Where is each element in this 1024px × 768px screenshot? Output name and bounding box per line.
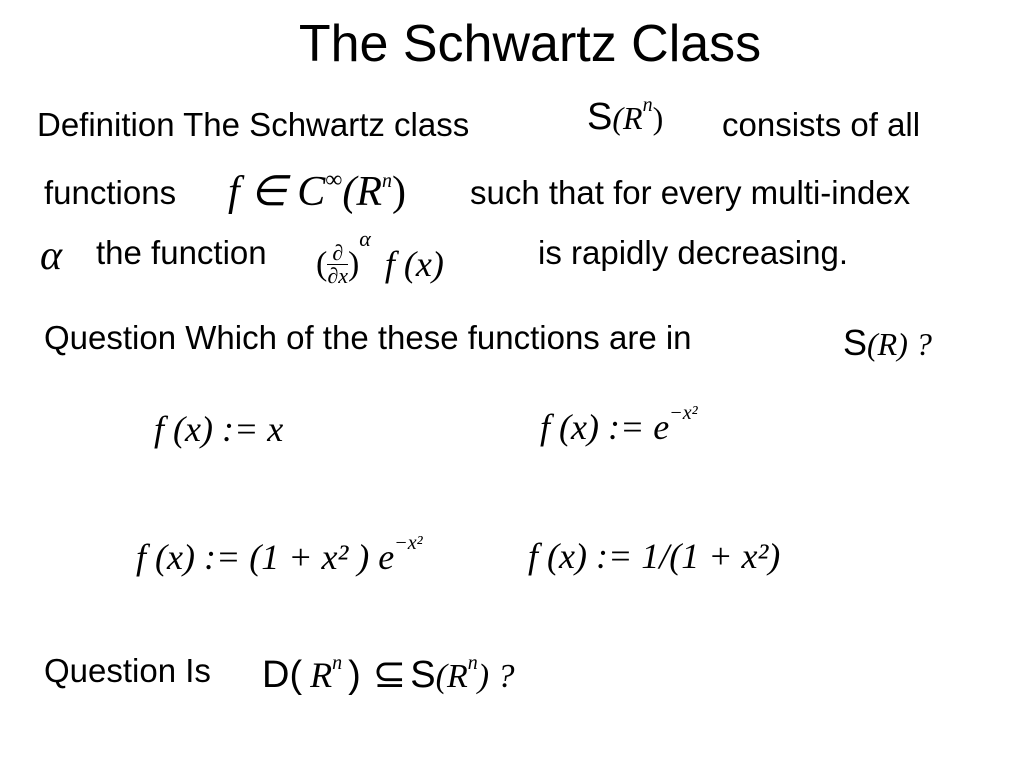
subset-symbol: ⊆ [372,651,407,696]
space-close: ) [392,169,407,215]
r1-close: ) [348,654,361,696]
alpha-symbol: α [40,233,63,279]
function-1: f (x) := x [154,409,284,449]
s-letter: S [587,96,613,138]
f3-sup: −x² [394,532,423,554]
class-arg-sup: n [642,94,653,116]
class-arg: (R [612,100,643,136]
deriv-den: ∂x [327,262,348,288]
r1: R [310,655,333,695]
question1-symbol [843,322,932,364]
f2-base: f (x) := e [540,407,670,447]
such-that-text: such that for every multi-index [470,174,911,211]
r2: (R [435,658,468,695]
deriv-close: ) [347,245,360,283]
derivative-expression [316,226,444,287]
f-in-c-infinity [228,166,406,216]
q1-s: S [843,322,868,363]
schwartz-class-symbol [587,96,663,139]
space-sup: n [382,170,393,192]
fx: f (x) [384,244,444,285]
the-function-text: the function [96,234,267,271]
question2-text: Question Is [44,652,211,689]
deriv-fraction [327,239,348,288]
definition-mid: consists of all [722,106,921,143]
function-3 [136,532,423,578]
function-2 [540,402,698,448]
class-arg-close: ) [652,100,664,136]
s-symbol: S [410,654,436,696]
r1-sup: n [332,652,343,674]
f2-sup: −x² [669,402,698,424]
q1-arg: (R) ? [867,326,932,362]
definition-lead: Definition The Schwartz class [37,106,470,143]
r2-sup: n [467,652,478,674]
infinity-sup: ∞ [325,167,343,193]
deriv-sup: α [359,226,371,251]
rapidly-decreasing-text: is rapidly decreasing. [538,234,848,271]
f3-base: f (x) := (1 + x² ) e [136,537,395,577]
function-4: f (x) := 1/(1 + x²) [528,536,781,576]
space-rn: (R [342,169,383,215]
r2-close: ) ? [477,658,515,695]
slide-title: The Schwartz Class [298,15,762,73]
deriv-open: ( [316,245,328,283]
d-symbol: D( [262,654,303,696]
deriv-num: ∂ [327,242,348,265]
question2-expression [262,650,515,697]
functions-word: functions [44,174,177,211]
f-in-c: f ∈ C [228,169,326,215]
question1-text: Question Which of the these functions are in [44,319,692,356]
